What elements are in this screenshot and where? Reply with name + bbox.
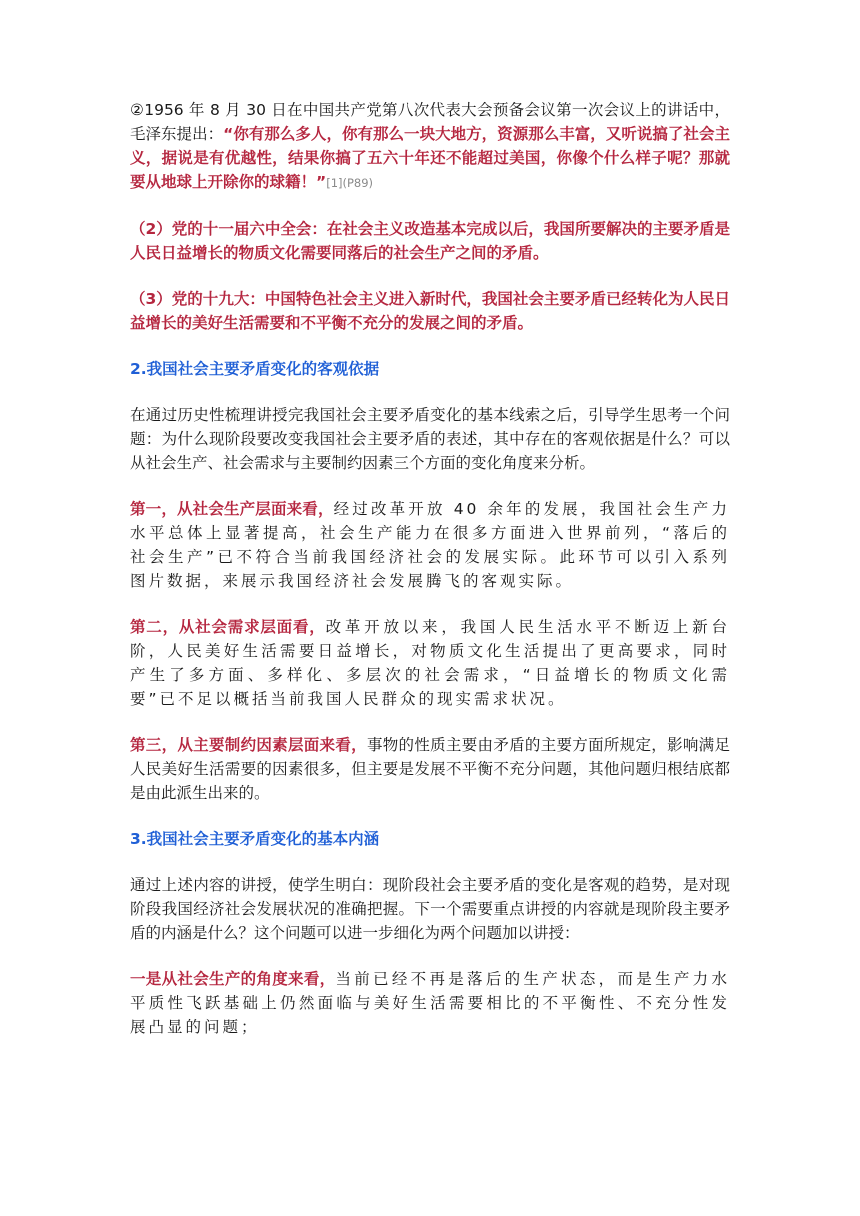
- citation: [1](P89): [326, 176, 374, 190]
- paragraph-connotation-intro: 通过上述内容的讲授，使学生明白：现阶段社会主要矛盾的变化是客观的趋势，是对现阶段我国经济社会发展状况的准确把握。下一个需要重点讲授的内容就是现阶段主要矛盾的内涵是什么？这个问题可以进一步细化为两个问题加以讲授：: [130, 876, 730, 942]
- paragraph-objective-basis-intro: 在通过历史性梳理讲授完我国社会主要矛盾变化的基本线索之后，引导学生思考一个问题：为什么现阶段要改变我国社会主要矛盾的表述，其中存在的客观依据是什么？可以从社会生产、社会需求与主要制约因素三个方面的变化角度来分析。: [130, 406, 730, 472]
- section-heading-3: 3.我国社会主要矛盾变化的基本内涵: [130, 830, 380, 848]
- document-page: [130, 98, 730, 1061]
- text-constraints: 事物的性质主要由矛盾的主要方面所规定，影响满足人民美好生活需要的因素很多，但主要是发展不平衡不充分问题，其他问题归根结底都是由此派生出来的。: [130, 736, 730, 802]
- paragraph-social-demand: [130, 615, 730, 711]
- lead-constraints: 第三，从主要制约因素层面来看，: [130, 736, 367, 754]
- paragraph-constraints: [130, 733, 730, 805]
- lead-social-production: 第一，从社会生产层面来看，: [130, 500, 334, 518]
- paragraph-eleventh-sixth-plenum: （2）党的十一届六中全会：在社会主义改造基本完成以后，我国所要解决的主要矛盾是人民日益增长的物质文化需要同落后的社会生产之间的矛盾。: [130, 220, 730, 262]
- lead-social-demand: 第二，从社会需求层面看，: [130, 618, 326, 636]
- section-heading-2: 2.我国社会主要矛盾变化的客观依据: [130, 360, 380, 378]
- paragraph-social-production: [130, 497, 730, 593]
- paragraph-production-angle: [130, 967, 730, 1039]
- speech-intro: ②1956 年 8 月 30 日在中国共产党第八次代表大会预备会议第一次会议上的讲话中，毛泽东提出：: [130, 101, 730, 143]
- lead-production-angle: 一是从社会生产的角度来看，: [130, 970, 336, 988]
- text-social-production: 经过改革开放 40 余年的发展，我国社会生产力水平总体上显著提高，社会生产能力在很多方面进入世界前列，“落后的社会生产”已不符合当前我国经济社会的发展实际。此环节可以引入系列图片数据，来展示我国经济社会发展腾飞的客观实际。: [130, 500, 730, 590]
- paragraph-mao-speech: [130, 98, 730, 195]
- text-social-demand: 改革开放以来，我国人民生活水平不断迈上新台阶，人民美好生活需要日益增长，对物质文化生活提出了更高要求，同时产生了多方面、多样化、多层次的社会需求，“日益增长的物质文化需要”已不足以概括当前我国人民群众的现实需求状况。: [130, 618, 730, 708]
- paragraph-nineteenth-congress: （3）党的十九大：中国特色社会主义进入新时代，我国社会主要矛盾已经转化为人民日益增长的美好生活需要和不平衡不充分的发展之间的矛盾。: [130, 290, 730, 332]
- mao-quote: “你有那么多人，你有那么一块大地方，资源那么丰富，又听说搞了社会主义，据说是有优越性，结果你搞了五六十年还不能超过美国，你像个什么样子呢？那就要从地球上开除你的球籍！”: [130, 125, 730, 191]
- text-production-angle: 当前已经不再是落后的生产状态，而是生产力水平质性飞跃基础上仍然面临与美好生活需要相比的不平衡性、不充分性发展凸显的问题；: [130, 970, 730, 1036]
